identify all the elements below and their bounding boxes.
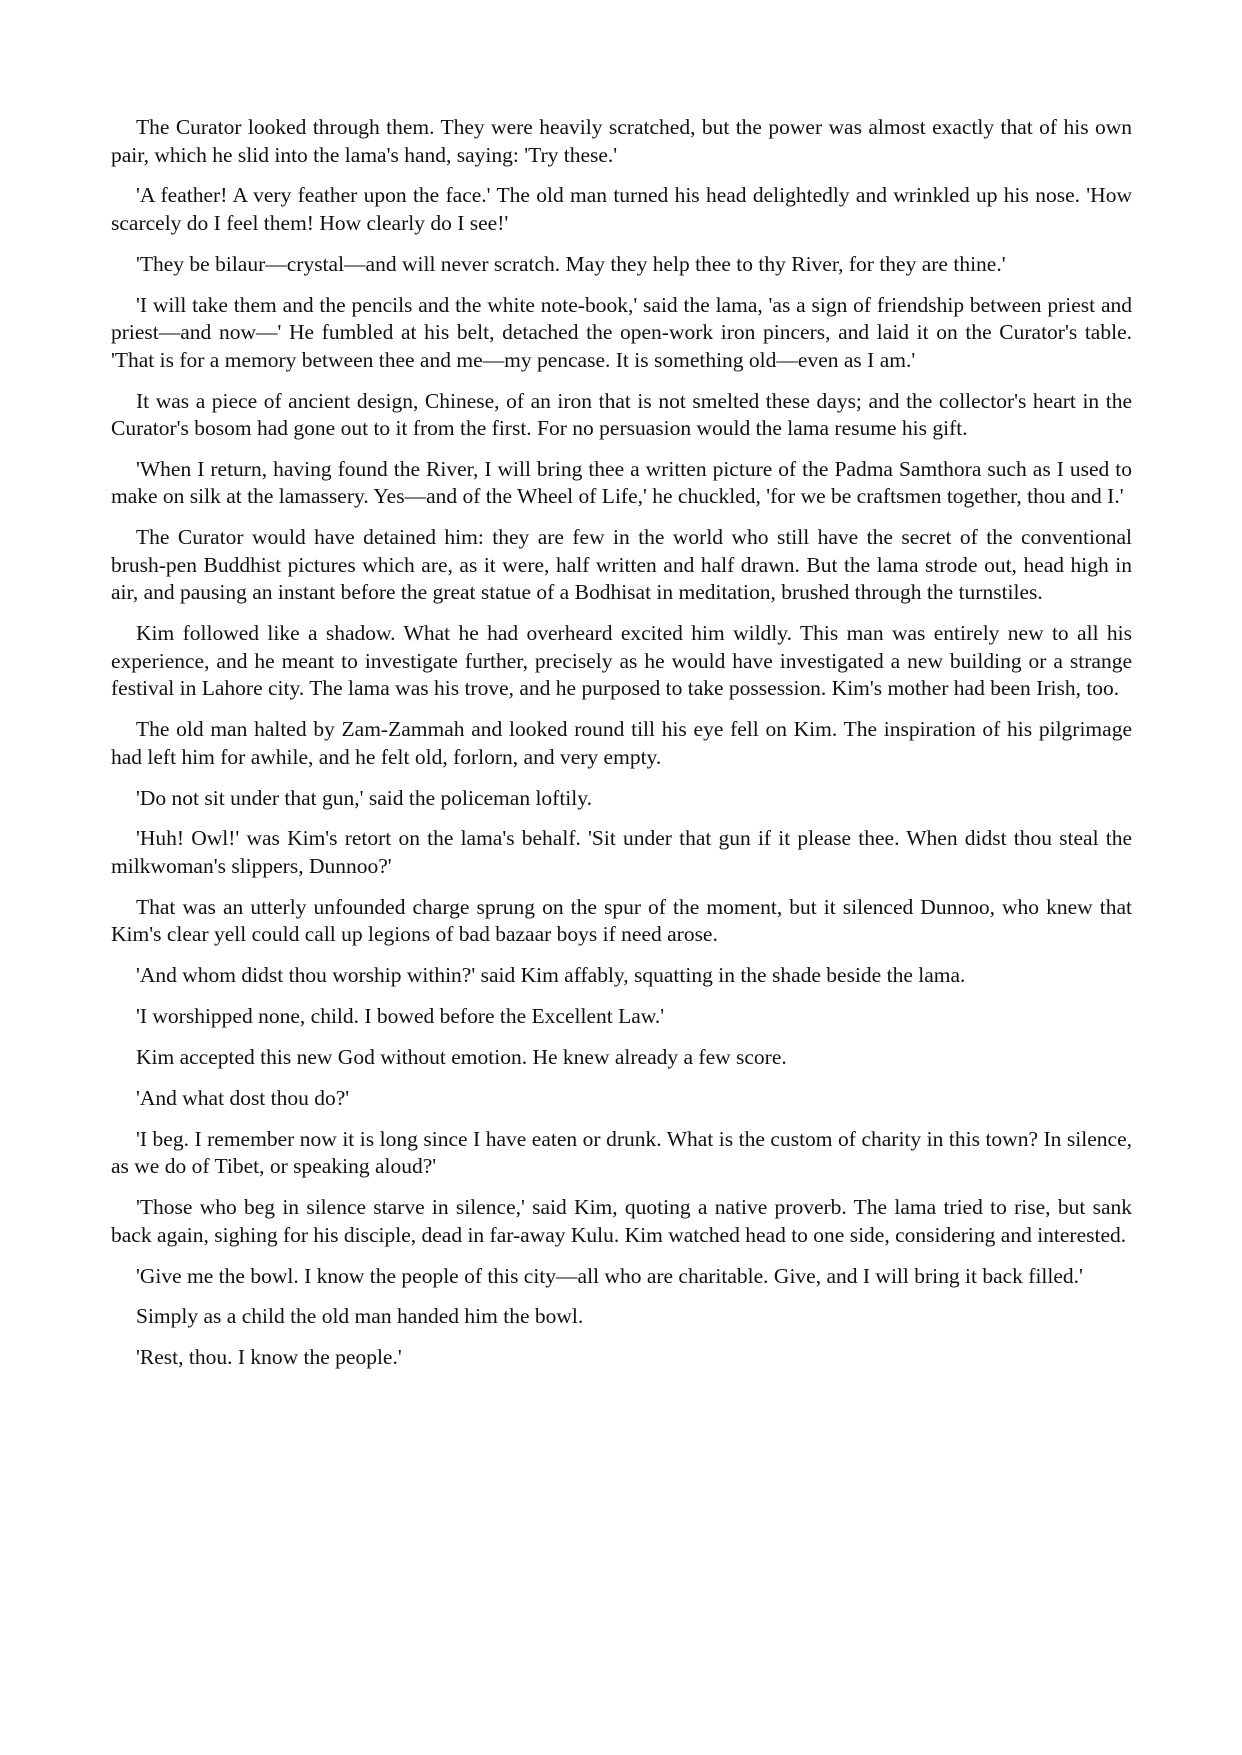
paragraph-1: The Curator looked through them. They were heavily scratched, but the power was almost exactly that of his own pair, which he slid into the lama's hand, saying: 'Try these.' [111, 115, 1132, 167]
paragraph-8: Kim followed like a shadow. What he had overheard excited him wildly. This man was entirely new to all his experience, and he meant to investigate further, precisely as he would have investigated a new building or a strange festival in Lahore city. The lama was his trove, and he purposed to take possession. Kim's mother had been Irish, too. [111, 621, 1132, 701]
paragraph-4: 'I will take them and the pencils and the white note-book,' said the lama, 'as a sign of friendship between priest and priest—and now—' He fumbled at his belt, detached the open-work iron pincers, and laid it on the Curator's table. 'That is for a memory between thee and me—my pencase. It is something old—even as I am.' [111, 292, 1132, 372]
paragraph-17: 'I beg. I remember now it is long since I have eaten or drunk. What is the custom of charity in this town? In silence, as we do of Tibet, or speaking aloud?' [111, 1126, 1132, 1179]
paragraph-21: 'Rest, thou. I know the people.' [136, 1345, 402, 1370]
paragraph-18: 'Those who beg in silence starve in silence,' said Kim, quoting a native proverb. The lama tried to rise, but sank back again, sighing for his disciple, dead in far-away Kulu. Kim watched head to one side, considering and interested. [111, 1195, 1132, 1247]
paragraph-13: 'And whom didst thou worship within?' said Kim affably, squatting in the shade beside the lama. [136, 963, 966, 988]
paragraph-6: 'When I return, having found the River, I will bring thee a written picture of the Padma Samthora such as I used to make on silk at the lamassery. Yes—and of the Wheel of Life,' he chuckled, 'for we be craftsmen together, thou and I.' [111, 456, 1132, 509]
document-page [111, 114, 1132, 1385]
paragraph-11: 'Huh! Owl!' was Kim's retort on the lama's behalf. 'Sit under that gun if it please thee. When didst thou steal the milkwoman's slippers, Dunnoo?' [111, 826, 1132, 878]
paragraph-16: 'And what dost thou do?' [136, 1085, 350, 1110]
paragraph-20: Simply as a child the old man handed him the bowl. [136, 1304, 584, 1329]
paragraph-5: It was a piece of ancient design, Chinese, of an iron that is not smelted these days; and the collector's heart in the Curator's bosom had gone out to it from the first. For no persuasion would the lama resume his gift. [111, 388, 1132, 441]
paragraph-10: 'Do not sit under that gun,' said the policeman loftily. [136, 785, 592, 810]
paragraph-12: That was an utterly unfounded charge sprung on the spur of the moment, but it silenced Dunnoo, who knew that Kim's clear yell could call up legions of bad bazaar boys if need arose. [111, 894, 1132, 947]
paragraph-2: 'A feather! A very feather upon the face.' The old man turned his head delightedly and wrinkled up his nose. 'How scarcely do I feel them! How clearly do I see!' [111, 183, 1132, 235]
paragraph-9: The old man halted by Zam-Zammah and looked round till his eye fell on Kim. The inspiration of his pilgrimage had left him for awhile, and he felt old, forlorn, and very empty. [111, 717, 1132, 769]
paragraph-19: 'Give me the bowl. I know the people of this city—all who are charitable. Give, and I will bring it back filled.' [136, 1263, 1083, 1288]
paragraph-7: The Curator would have detained him: they are few in the world who still have the secret of the conventional brush-pen Buddhist pictures which are, as it were, half written and half drawn. But the lama strode out, head high in air, and pausing an instant before the great statue of a Bodhisat in meditation, brushed through the turnstiles. [111, 525, 1132, 605]
paragraph-15: Kim accepted this new God without emotion. He knew already a few score. [136, 1044, 787, 1069]
paragraph-3: 'They be bilaur—crystal—and will never scratch. May they help thee to thy River, for they are thine.' [136, 251, 1006, 276]
paragraph-14: 'I worshipped none, child. I bowed before the Excellent Law.' [136, 1004, 665, 1029]
